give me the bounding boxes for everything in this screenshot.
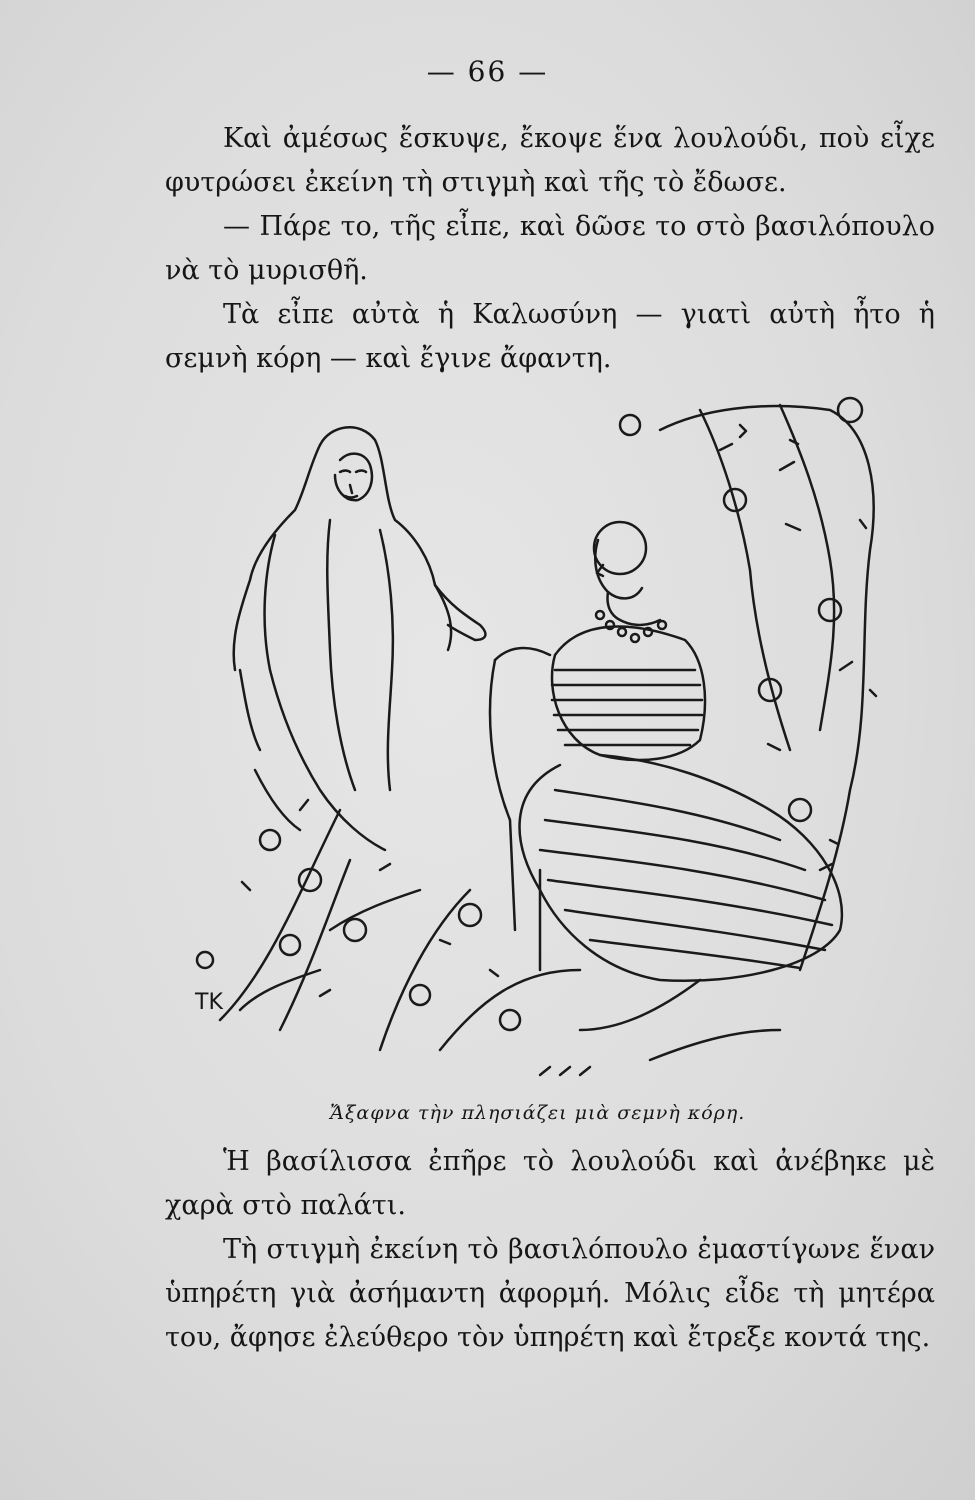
illustration xyxy=(180,370,900,1100)
seated-queen-figure xyxy=(490,522,842,981)
paragraph: Τὰ εἶπε αὐτὰ ἡ Καλωσύνη — γιατὶ αὐτὴ ἦτο ἡ σεμνὴ κόρη — καὶ ἔγινε ἄφαντη. xyxy=(165,299,935,374)
paragraph: Τὴ στιγμὴ ἐκείνη τὸ βασιλόπουλο ἐμαστίγωνε ἕναν ὑπηρέτη γιὰ ἀσήμαντη ἀφορμή. Μόλις εἶδε τὴ μητέρα του, ἄφησε ἐλεύθερο τὸν ὑπηρέτη καὶ ἔτρεξε κοντά της. xyxy=(165,1234,935,1353)
illustrator-monogram: TK xyxy=(195,990,223,1015)
veiled-maiden-figure xyxy=(234,427,486,850)
paragraph: Ἡ βασίλισσα ἐπῆρε τὸ λουλούδι καὶ ἀνέβηκε μὲ χαρὰ στὸ παλάτι. xyxy=(165,1146,935,1221)
illustration-caption: Ἄξαφνα τὴν πλησιάζει μιὰ σεμνὴ κόρη. xyxy=(330,1102,746,1124)
paragraph: Καὶ ἀμέσως ἔσκυψε, ἔκοψε ἕνα λουλούδι, ποὺ εἶχε φυτρώσει ἐκείνη τὴ στιγμὴ καὶ τῆς τὸ ἔδωσε. xyxy=(165,123,935,198)
text-block-bottom xyxy=(165,1140,935,1360)
text-block-top xyxy=(165,117,935,381)
paragraph: — Πάρε το, τῆς εἶπε, καὶ δῶσε το στὸ βασιλόπουλο νὰ τὸ μυρισθῆ. xyxy=(165,211,935,286)
page-number: — 66 — xyxy=(426,55,549,88)
